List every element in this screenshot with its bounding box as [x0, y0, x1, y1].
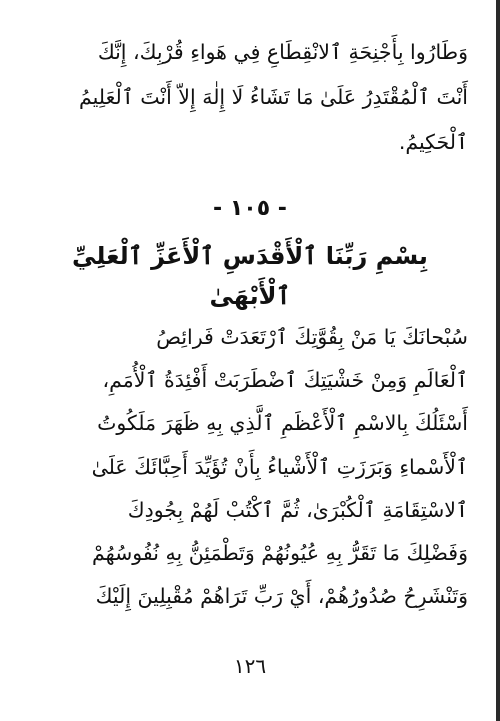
text-line: سُبْحانَكَ يَا مَنْ بِقُوَّتِكَ ٱرْتَعَدَتْ فَرائِصُ: [156, 325, 468, 349]
page-edge-shadow: [496, 0, 500, 721]
text-line: أَسْئَلُكَ بِالاسْمِ ٱلْأَعْظَمِ ٱلَّذِي بِهِ ظَهَرَ مَلَكُوتُ: [97, 411, 468, 436]
text-line: ٱلْحَكِيمُ.: [398, 130, 468, 154]
invocation-heading: بِسْمِ رَبِّنَا ٱلْأَقْدَسِ ٱلْأَعَزِّ ٱلْعَلِيِّ ٱلْأَبْهَىٰ: [72, 242, 428, 310]
text-line: ٱلْأَسْماءِ وَبَرَزَتِ ٱلْأَشْياءُ بِأَنْ تُؤَيِّدَ أَحِبَّائَكَ عَلَىٰ: [91, 454, 468, 479]
text-line: أَنْتَ ٱلْمُقْتَدِرُ عَلَىٰ مَا تَشَاءُ لَا إِلٰهَ إِلاّ أَنْتَ ٱلْعَلِيمُ: [78, 85, 468, 109]
text-line: وَطَارُوا بِأَجْنِحَةِ ٱلانْقِطَاعِ فِي هَواءِ قُرْبِكَ، إِنَّكَ: [97, 40, 468, 64]
text-line: وَفَضْلِكَ مَا تَقَرُّ بِهِ عُيُونُهُمْ وَتَطْمَئِنُّ بِهِ نُفُوسُهُمْ: [92, 541, 468, 566]
text-line: ٱلْعَالَمِ وَمِنْ خَشْيَتِكَ ٱضْطَرَبَتْ أَفْئِدَةُ ٱلْأُمَمِ،: [102, 368, 468, 393]
text-line: ٱلاسْتِقَامَةِ ٱلْكُبْرَىٰ، ثُمَّ ٱكْتُبْ لَهُمْ بِجُودِكَ: [127, 497, 468, 522]
prayer-body: [40, 316, 468, 618]
page-number: ١٢٦: [233, 654, 267, 678]
section-number: - ١٠٥ -: [213, 196, 287, 221]
text-line: وَتَنْشَرِحُ صُدُورُهُمْ، أَيْ رَبِّ تَرَاهُمْ مُقْبِلِينَ إِلَيْكَ: [95, 584, 468, 609]
previous-prayer-ending: [40, 30, 468, 165]
